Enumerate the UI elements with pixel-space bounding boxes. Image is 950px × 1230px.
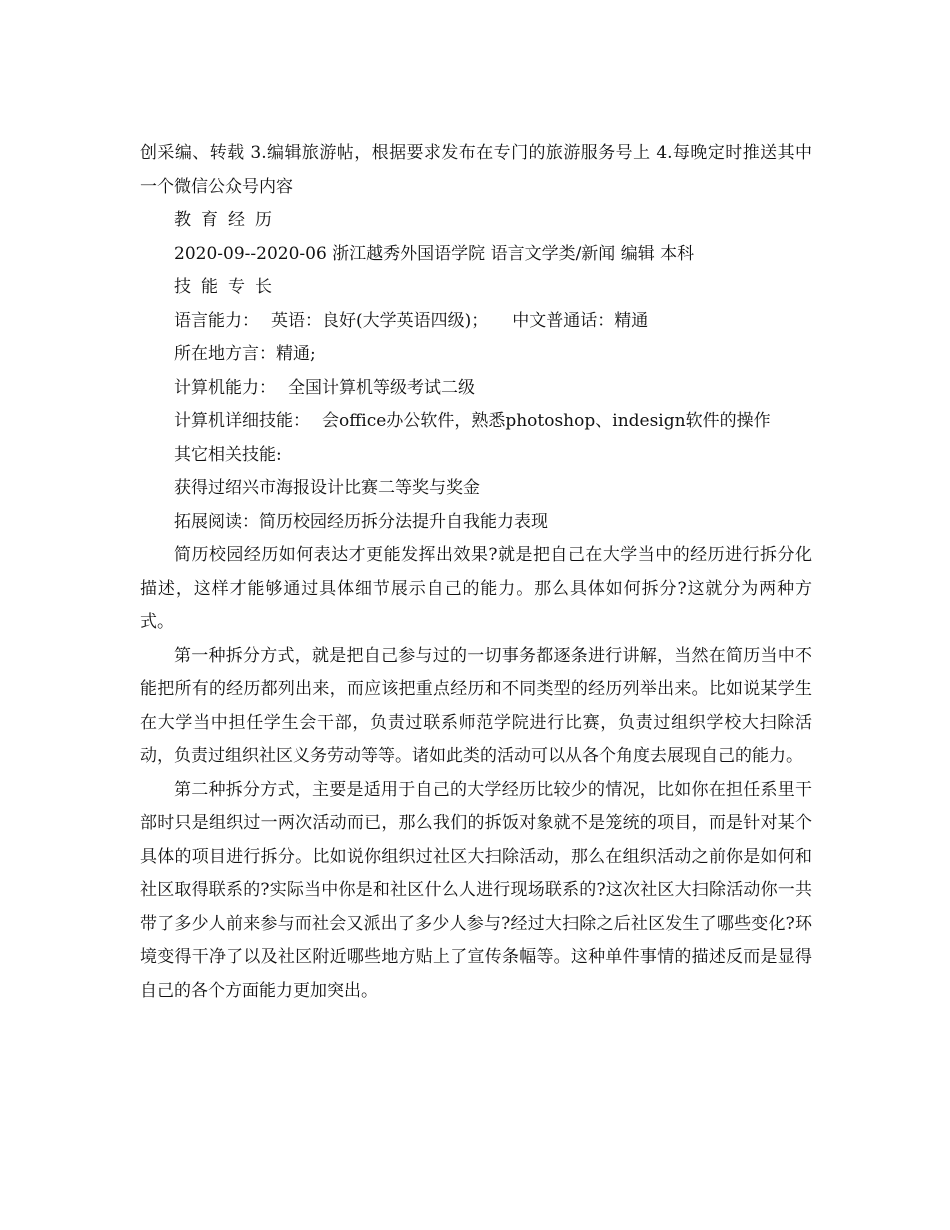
education-entry: 2020-09--2020-06 浙江越秀外国语学院 语言文学类/新闻 编辑 本科 [174, 243, 695, 264]
computer-detail-label: 计算机详细技能： [174, 411, 310, 431]
other-skills-label: 其它相关技能: [174, 444, 282, 465]
article-paragraph: 简历校园经历如何表达才更能发挥出效果?就是把自己在大学当中的经历进行拆分化描述，这样才能够通过具体细节展示自己的能力。那么具体如何拆分?这就分为两种方式。 [140, 545, 812, 632]
article-paragraph: 第一种拆分方式，就是把自己参与过的一切事务都逐条进行讲解，当然在简历当中不能把所有的经历都列出来，而应该把重点经历和不同类型的经历列举出来。比如说某学生在大学当中担任学生会干部，负责过联系师范学院进行比赛，负责过组织学校大扫除活动，负责过组织社区义务劳动等等。诸如此类的活动可以从各个角度去展现自己的能力。 [140, 645, 812, 766]
computer-skill-line [140, 372, 812, 406]
english-skill: 英语：良好(大学英语四级)； [271, 310, 489, 331]
continuation-text: 创采编、转载 3.编辑旅游帖，根据要求发布在专门的旅游服务号上 4.每晚定时推送其中一个微信公众号内容 [140, 143, 812, 197]
document-body [140, 137, 812, 1008]
computer-detail-value: 会office办公软件，熟悉photoshop、indesign软件的操作 [322, 411, 771, 431]
article-paragraph: 第二种拆分方式，主要是适用于自己的大学经历比较少的情况，比如你在担任系里干部时只是组织过一两次活动而已，那么我们的拆饭对象就不是笼统的项目，而是针对某个具体的项目进行拆分。比如说你组织过社区大扫除活动，那么在组织活动之前你是如何和社区取得联系的?实际当中你是和社区什么人进行现场联系的?这次社区大扫除活动你一共带了多少人前来参与而社会又派出了多少人参与?经过大扫除之后社区发生了哪些变化?环境变得干净了以及社区附近哪些地方贴上了宣传条幅等。这种单件事情的描述反而是显得自己的各个方面能力更加突出。 [140, 779, 812, 1001]
article-title: 拓展阅读：简历校园经历拆分法提升自我能力表现 [174, 511, 548, 532]
dialect-skill: 所在地方言：精通; [174, 344, 316, 364]
computer-label: 计算机能力： [174, 377, 276, 398]
education-heading: 教育经历 [174, 210, 282, 230]
award-text: 获得过绍兴市海报设计比赛二等奖与奖金 [174, 478, 480, 498]
language-label: 语言能力： [174, 310, 259, 331]
computer-detail-line [140, 405, 812, 439]
language-skill-line [140, 305, 812, 339]
mandarin-skill: 中文普通话：精通 [512, 310, 649, 331]
computer-value: 全国计算机等级考试二级 [288, 377, 475, 398]
skills-heading: 技能专长 [174, 277, 282, 297]
